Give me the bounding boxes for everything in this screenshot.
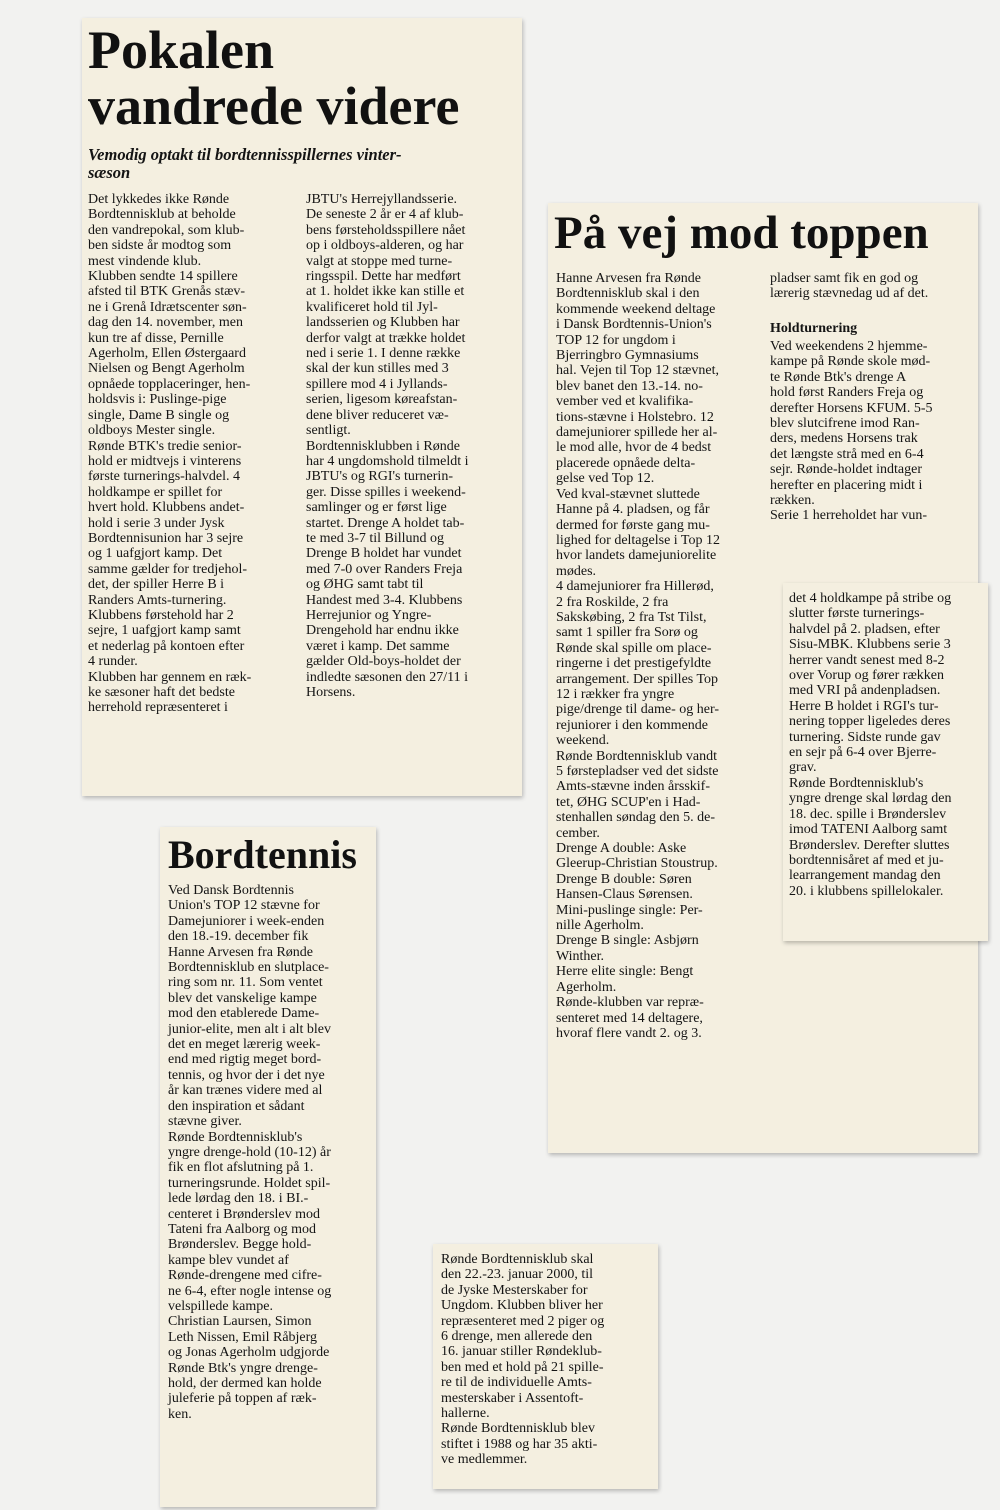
clipping-continuation [783,583,988,941]
clip2-title: På vej mod toppen [554,207,929,259]
clip2-column-1: Hanne Arvesen fra Rønde Bordtennisklub skal i den kommende weekend deltage i Dansk Bordtennis-Union's TOP 12 for ungdom i Bjerringbro Gymnasiums hal. Vejen til Top 12 stævnet, blev banet den 13.-14. no- vember ved et kvalifika- tions-stævne i Holstebro. 12 damejuniorer spillede her al- le mod alle, hvor de 4 bedst placerede opnåede delta- gelse ved Top 12. Ved kval-stævnet sluttede Hanne på 4. pladsen, og får dermed for første gang mu- lighed for deltagelse i Top 12 hvor landets damejuniorelite mødes. 4 damejuniorer fra Hillerød, 2 fra Roskilde, 2 fra Sakskøbing, 2 fra Tst Tilst, samt 1 spiller fra Sorø og Rønde skal spille om place- ringerne i det prestigefyldte arrangement. Der spilles Top 12 i rækker fra yngre pige/drenge til dame- og her- rejuniorer i den kommende weekend. Rønde Bordtennisklub vandt 5 førstepladser ved det sidste Amts-stævne inden årsskif- tet, ØHG SCUP'en i Had- stenhallen søndag den 5. de- cember. Drenge A double: Aske Gleerup-Christian Stoustrup. Drenge B double: Søren Hansen-Claus Sørensen. Mini-puslinge single: Per- nille Agerholm. Drenge B single: Asbjørn Winther. Herre elite single: Bengt Agerholm. Rønde-klubben var repræ- senteret med 14 deltagere, hvoraf flere vandt 2. og 3. [556,271,721,1041]
clip1-column-2: JBTU's Herrejyllandsserie. De seneste 2 år er 4 af klub- bens førsteholdsspillere nået op i oldboys-alderen, og har valgt at stoppe med turne- ringsspil. Dette har medført at 1. holdet ikke kan stille et kvalificeret hold til Jyl- landsserien og Klubben har derfor valgt at trække holdet ned i serie 1. I denne række skal der kun stilles med 3 spillere mod 4 i Jyllands- serien, ligesom køreafstan- dene bliver reduceret væ- sentligt. Bordtennisklubben i Rønde har 4 ungdomshold tilmeldt i JBTU's og RGI's turnerin- ger. Disse spilles i weekend- samlinger og er først lige startet. Drenge A holdet tab- te med 3-7 til Billund og Drenge B holdet har vundet med 7-0 over Randers Freja og ØHG samt tabt til Handest med 3-4. Klubbens Herrejunior og Yngre- Drengehold har endnu ikke været i kamp. Det samme gælder Old-boys-holdet der indledte sæsonen den 27/11 i Horsens. [306,192,469,700]
clip4-text: Ved Dansk Bordtennis Union's TOP 12 stævne for Damejuniorer i week-enden den 18.-19. december fik Hanne Arvesen fra Rønde Bordtennisklub en slutplace- ring som nr. 11. Som ventet blev det vanskelige kampe mod den etablerede Dame- junior-elite, men alt i alt blev det en meget lærerig week- end med rigtig meget bord- tennis, og hvor der i det nye år kan trænes videre med al den inspiration et sådant stævne giver. Rønde Bordtennisklub's yngre drenge-hold (10-12) år fik en flot afslutning på 1. turneringsrunde. Holdet spil- lede lørdag den 18. i BI.- centeret i Brønderslev mod Tateni fra Aalborg og mod Brønderslev. Begge hold- kampe blev vundet af Rønde-drengene med cifre- ne 6-4, efter nogle intense og velspillede kampe. Christian Laursen, Simon Leth Nissen, Emil Råbjerg og Jonas Agerholm udgjorde Rønde Btk's yngre drenge- hold, der dermed kan holde juleferie på toppen af ræk- ken. [168,883,332,1422]
clip2-column-2: pladser samt fik en god og lærerig stævnedag ud af det. [770,271,929,302]
clip1-column-1: Det lykkedes ikke Rønde Bordtennisklub at beholde den vandrepokal, som klub- ben sidste år modtog som mest vindende klub. Klubben sendte 14 spillere afsted til BTK Grenås stæv- ne i Grenå Idrætscenter søn- dag den 14. november, men kun tre af disse, Pernille Agerholm, Ellen Østergaard Nielsen og Bengt Agerholm opnåede topplaceringer, hen- holdsvis i: Puslinge-pige single, Dame B single og oldboys Mester single. Rønde BTK's tredie senior- hold er midtvejs i vinterens første turnerings-halvdel. 4 holdkampe er spillet for hvert hold. Klubbens andet- hold i serie 3 under Jysk Bordtennisunion har 3 sejre og 1 uafgjort kamp. Det samme gælder for tredjehol- det, der spiller Herre B i Randers Amts-turnering. Klubbens førstehold har 2 sejre, 1 uafgjort kamp samt et nederlag på kontoen efter 4 runder. Klubben har gennem en ræk- ke sæsoner haft det bedste herrehold repræsenteret i [88,192,252,716]
clip4-title: Bordtennis [168,832,357,877]
clipping-pokalen [82,18,522,796]
clip2-column-2b: Ved weekendens 2 hjemme- kampe på Rønde skole mød- te Rønde Btk's drenge A hold først Randers Freja og derefter Horsens KFUM. 5-5 blev slutcifrene imod Ran- ders, medens Horsens trak det længste strå med en 6-4 sejr. Rønde-holdet indtager herefter en placering midt i rækken. Serie 1 herreholdet har vun- [770,339,933,524]
clip2-subhead-holdturnering: Holdturnering [770,321,858,336]
clip3-text: det 4 holdkampe på stribe og slutter første turnerings- halvdel på 2. pladsen, efter Sisu-MBK. Klubbens serie 3 herrer vandt senest med 8-2 over Vorup og fører rækken med VRI på andenpladsen. Herre B holdet i RGI's tur- nering topper ligeledes deres turnering. Sidste runde gav en sejr på 6-4 over Bjerre- grav. Rønde Bordtennisklub's yngre drenge skal lørdag den 18. dec. spille i Brønderslev imod TATENI Aalborg samt Brønderslev. Derefter sluttes bordtennisåret af med et ju- learrangement mandag den 20. i klubbens spillelokaler. [789,591,952,899]
clipping-bordtennis [160,827,376,1507]
clip1-title-line2: vandrede videre [88,76,460,136]
clipping-jyske-mesterskaber [433,1244,658,1489]
clip1-lead: Vemodig optakt til bordtennisspillernes vinter- sæson [88,145,402,182]
clip5-text: Rønde Bordtennisklub skal den 22.-23. januar 2000, til de Jyske Mesterskaber for Ungdom. Klubben bliver her repræsenteret med 2 piger og 6 drenge, men allerede den 16. januar stiller Røndeklub- ben med et hold på 21 spille- re til de individuelle Amts- mesterskaber i Assentoft- hallerne. Rønde Bordtennisklub blev stiftet i 1988 og har 35 akti- ve medlemmer. [441,1252,605,1468]
clip1-title-line1: Pokalen [88,20,275,80]
